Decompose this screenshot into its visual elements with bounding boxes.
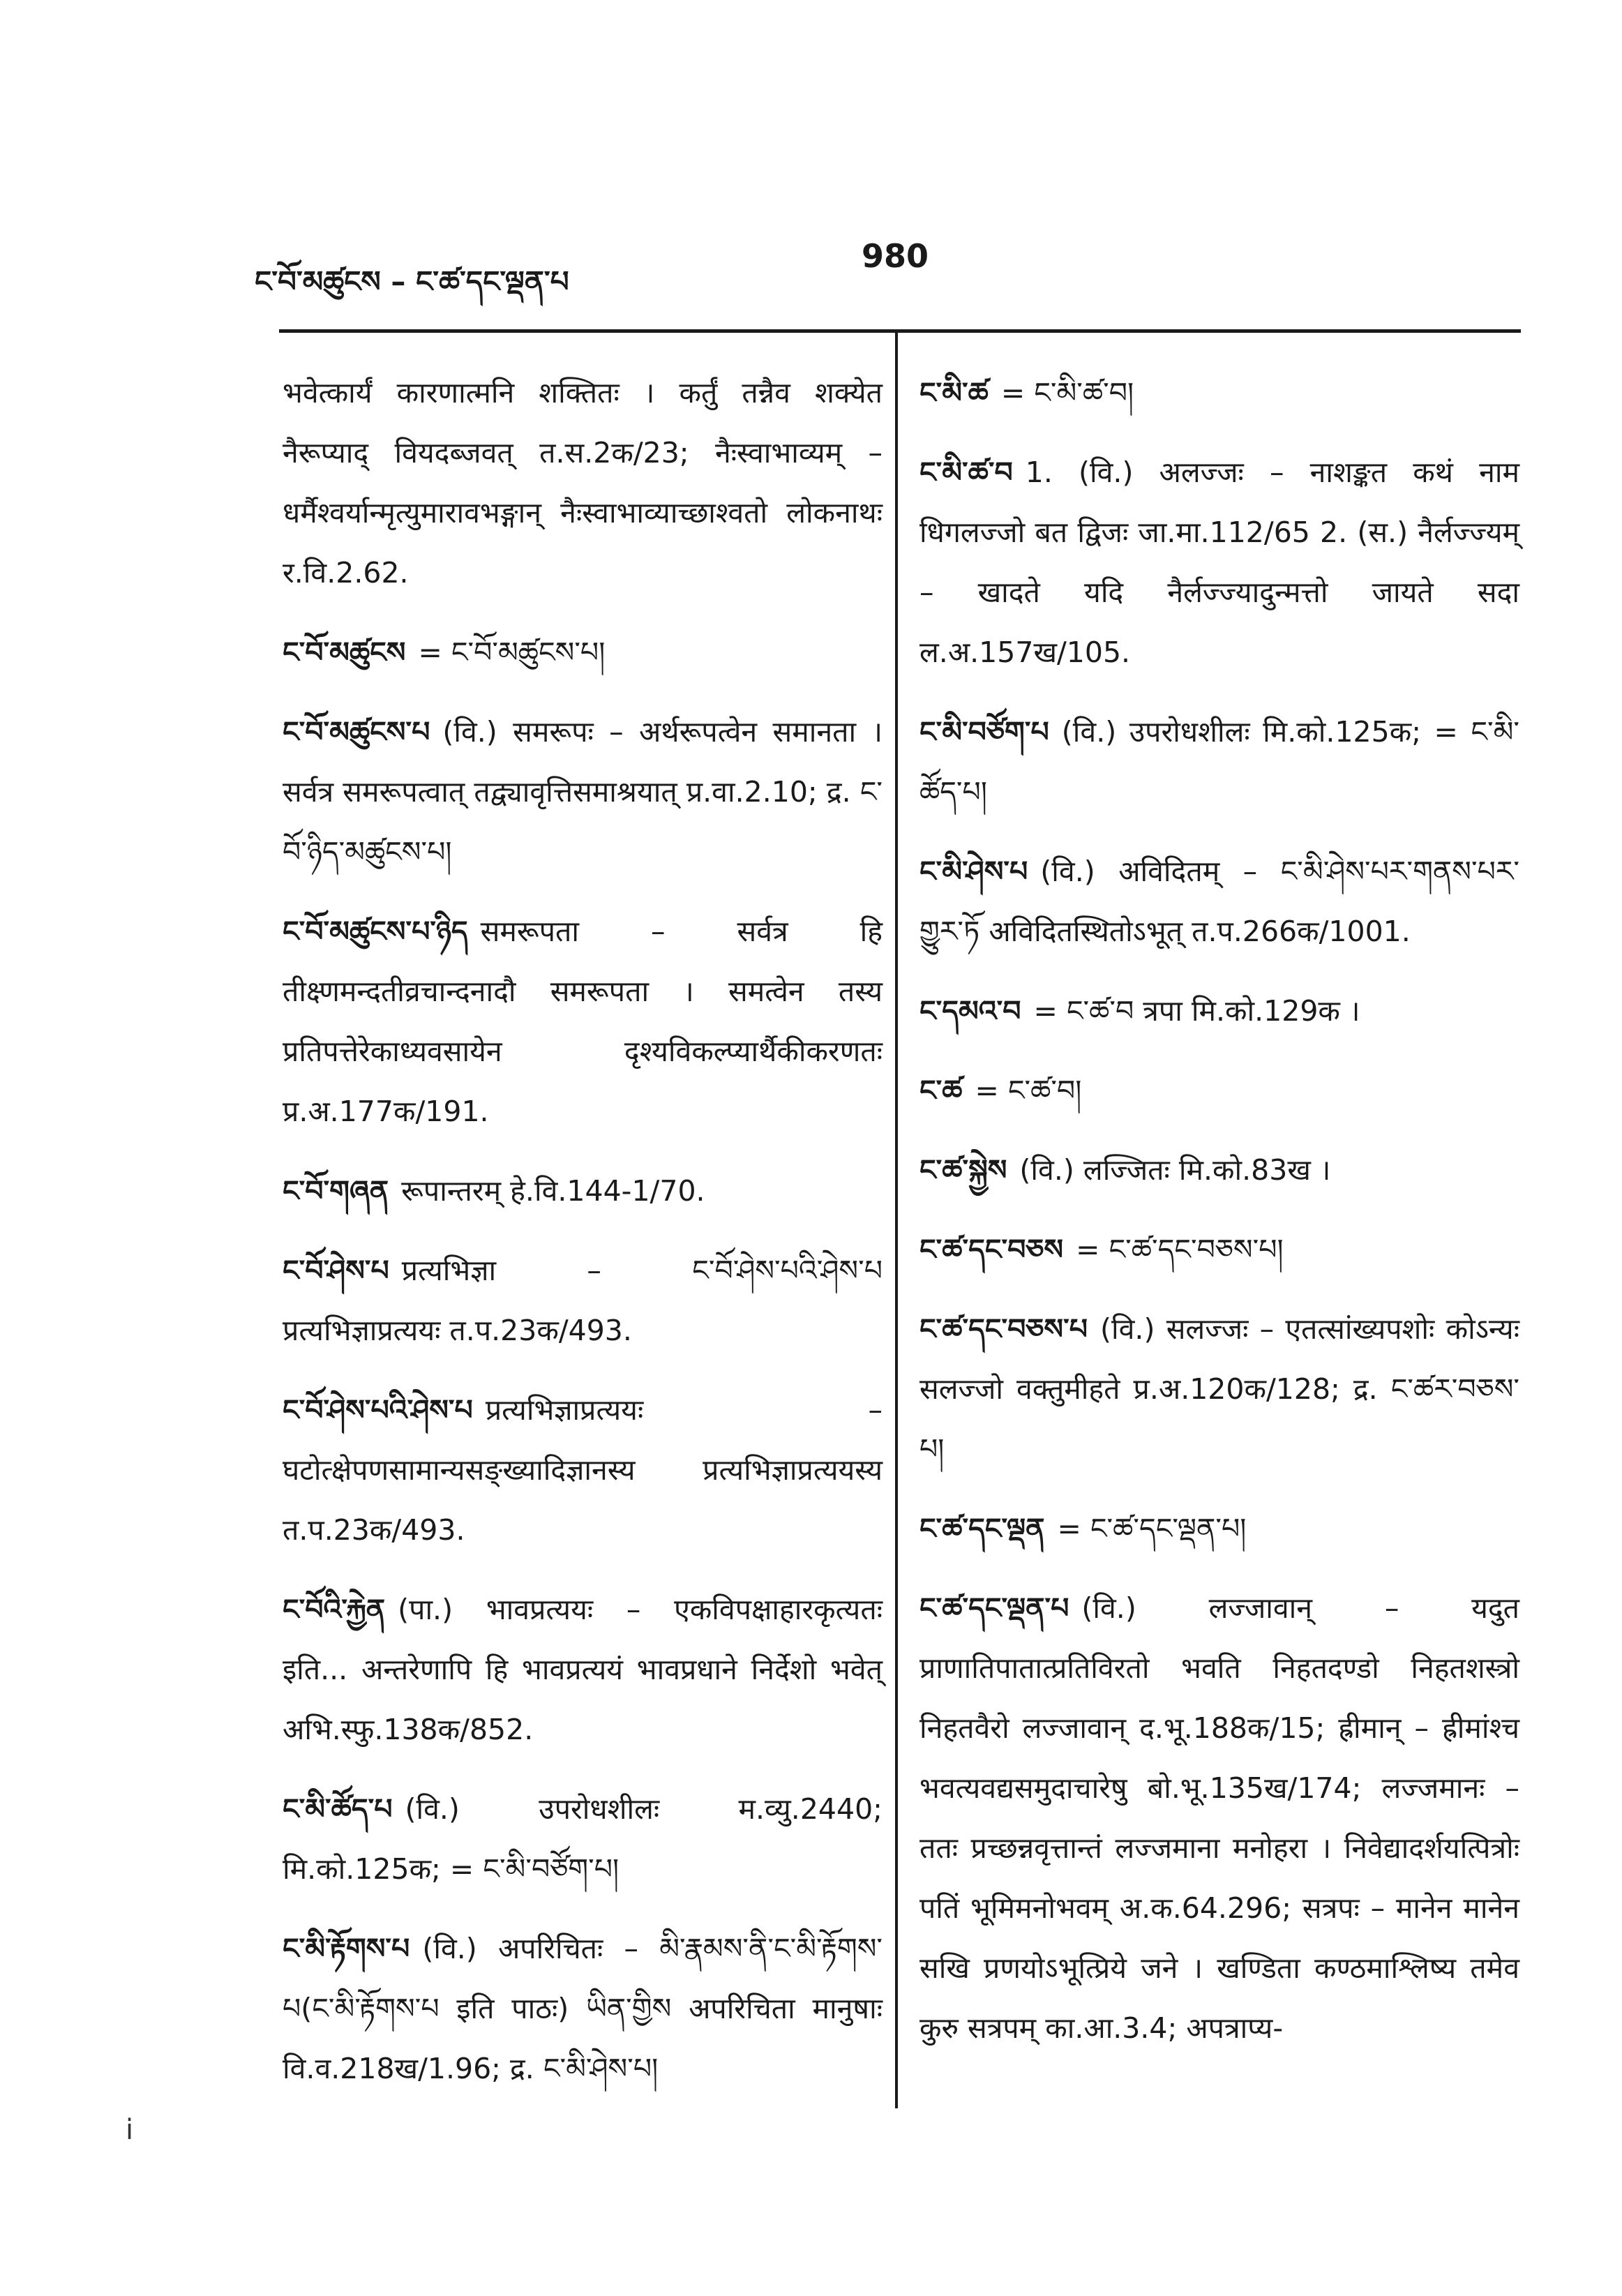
dictionary-entry xyxy=(283,1919,883,2099)
dictionary-entry xyxy=(919,702,1519,822)
entry-headword: ང་མི་ཚ xyxy=(919,376,989,410)
dictionary-entry xyxy=(283,901,883,1141)
entry-definition: प्रत्यभिज्ञा – ང་བོ་ཤེས་པའི་ཤེས་པ प्रत्यभिज्ञाप्रत्ययः त.प.23क/493. xyxy=(283,1254,883,1347)
entry-headword: ང་མི་ཚོད་པ xyxy=(283,1792,393,1826)
entry-definition: = ང་བོ་མཚུངས་པ། xyxy=(418,636,606,669)
entry-definition: (वि.) लज्जावान् – यदुत प्राणातिपातात्प्रतिविरतो भवति निहतदण्डो निहतशस्त्रो निहतवैरो लज्जावान् द.भू.188क/15; ह्रीमान् – ह्रीमांश्च भवत्यवद्यसमुदाचारेषु बो.भू.135ख/174; लज्जमानः – ततः प्रच्छन्नवृत्तान्तं लज्जमाना मनोहरा । निवेद्यादर्शयत्पित्रोः पतिं भूमिमनोभवम् अ.क.64.296; सत्रपः – मानेन मानेन सखि प्रणयोऽभूत्प्रिये जने । खण्डिता कण्ठमाश्लिष्य तमेव कुरु सत्रपम् का.आ.3.4; अपत्राप्य- xyxy=(919,1591,1519,2045)
entry-headword: ང་བོ་མཚུངས xyxy=(283,636,406,669)
dictionary-entry xyxy=(283,1779,883,1899)
entry-headword: ང་ཚ་དང་ལྡན xyxy=(919,1512,1045,1545)
dictionary-entry xyxy=(919,1060,1519,1120)
entry-headword: ང་བོའི་རྐྱེན xyxy=(283,1593,386,1626)
entry-definition: 1. (वि.) अलज्जः – नाशङ्कत कथं नाम धिगलज्जो बत द्विजः जा.मा.112/65 2. (स.) नैर्लज्ज्यम् – खादते यदि नैर्लज्ज्यादुन्मत्तो जायते सदा ल.अ.157ख/105. xyxy=(919,456,1519,669)
margin-mark: i xyxy=(126,2114,134,2146)
entry-headword: ང་མི་བཙོག་པ xyxy=(919,715,1049,749)
entry-headword: ང་བོ་མཚུངས་པ xyxy=(283,715,430,749)
entry-definition: (वि.) सलज्जः – एतत्सांख्यपशोः कोऽन्यः सलज्जो वक्तुमीहते प्र.अ.120क/128; द्र. ང་ཚར་བཅས་པ། xyxy=(919,1312,1519,1466)
dictionary-entry xyxy=(283,1161,883,1221)
dictionary-entry xyxy=(283,363,883,603)
entry-headword: ང་བོ་མཚུངས་པ་ཉིད xyxy=(283,915,468,948)
entry-headword: ང་ཚ་དང་བཅས xyxy=(919,1233,1064,1266)
column-divider xyxy=(895,329,898,2108)
entry-definition: रूपान्तरम् हे.वि.144-1/70. xyxy=(401,1174,705,1208)
entry-definition: (पा.) भावप्रत्ययः – एकविपक्षाहारकृत्यतः इति... अन्तरेणापि हि भावप्रत्ययं भावप्रधाने निर्देशो भवेत् अभि.स्फु.138क/852. xyxy=(283,1593,883,1746)
dictionary-entry xyxy=(283,702,883,882)
entry-definition: (वि.) समरूपः – अर्थरूपत्वेन समानता । सर्वत्र समरूपत्वात् तद्व्यावृत्तिसमाश्रयात् प्र.वा.2.10; द्र. ང་བོ་ཉིད་མཚུངས་པ། xyxy=(283,715,883,869)
entry-definition: (वि.) अपरिचितः – མི་རྣམས་ནི་ང་མི་རྟོགས་པ(ང་མི་རྟོགས་པ इति पाठः) ཡིན་གྱིས अपरिचिता मानुषाः वि.व.218ख/1.96; द्र. ང་མི་ཤེས་པ། xyxy=(283,1932,883,2085)
dictionary-entry xyxy=(283,622,883,682)
entry-headword: ང་མི་ཤེས་པ xyxy=(919,855,1028,888)
entry-headword: ང་བོ་ཤེས་པའི་ཤེས་པ xyxy=(283,1393,473,1427)
dictionary-entry xyxy=(919,1140,1519,1200)
left-column xyxy=(283,363,883,2118)
entry-definition: = ང་ཚ་དང་བཅས་པ། xyxy=(1076,1233,1284,1266)
dictionary-entry xyxy=(919,1220,1519,1280)
dictionary-entry xyxy=(919,363,1519,423)
page-number: 980 xyxy=(862,237,929,275)
entry-headword: ང་ཚ་སྐྱེས xyxy=(919,1153,1007,1187)
entry-definition: भवेत्कार्यं कारणात्मनि शक्तितः । कर्तुं तन्नैव शक्येत नैरूप्याद् वियदब्जवत् त.स.2क/23; नैःस्वाभाव्यम् – धर्मैश्वर्यान्मृत्युमारावभङ्गान् नैःस्वाभाव्याच्छाश्वतो लोकनाथः र.वि.2.62. xyxy=(283,376,883,590)
entry-headword: ང་ཚ་དང་ལྡན་པ xyxy=(919,1591,1069,1625)
header-rule xyxy=(279,329,1521,333)
entry-definition: = ང་ཚ་དང་ལྡན་པ། xyxy=(1057,1512,1247,1545)
dictionary-entry xyxy=(283,1240,883,1360)
entry-headword: ང་དམའ་བ xyxy=(919,994,1021,1028)
dictionary-entry xyxy=(919,1499,1519,1559)
entry-headword: ང་བོ་ཤེས་པ xyxy=(283,1254,389,1287)
dictionary-entry xyxy=(283,1380,883,1560)
dictionary-entry xyxy=(919,1578,1519,2058)
dictionary-entry xyxy=(919,841,1519,961)
entry-headword: ང་ཚ་དང་བཅས་པ xyxy=(919,1312,1088,1346)
running-head: ང་བོ་མཚུངས – ང་ཚ་དང་ལྡན་པ xyxy=(255,264,569,299)
entry-headword: ང་བོ་གཞན xyxy=(283,1174,389,1208)
entry-headword: ང་ཚ xyxy=(919,1074,963,1107)
entry-headword: ང་མི་ཚ་བ xyxy=(919,456,1013,489)
entry-definition: प्रत्यभिज्ञाप्रत्ययः – घटोत्क्षेपणसामान्यसङ्ख्यादिज्ञानस्य प्रत्यभिज्ञाप्रत्ययस्य त.प.23क/493. xyxy=(283,1393,883,1547)
dictionary-entry xyxy=(283,1580,883,1759)
entry-definition: (वि.) उपरोधशीलः म.व्यु.2440; मि.को.125क; = ང་མི་བཙོག་པ། xyxy=(283,1792,883,1886)
entry-definition: = ང་ཚ་བ त्रपा मि.को.129क । xyxy=(1033,994,1360,1028)
entry-headword: ང་མི་རྟོགས་པ xyxy=(283,1932,410,1965)
entry-definition: (वि.) लज्जितः मि.को.83ख । xyxy=(1019,1153,1331,1187)
page-header xyxy=(255,237,1517,299)
dictionary-entry xyxy=(919,442,1519,682)
entry-definition: (वि.) अविदितम् – ང་མི་ཤེས་པར་གནས་པར་གྱུར་ཏོ अविदितस्थितोऽभूत् त.प.266क/1001. xyxy=(919,855,1519,948)
dictionary-entry xyxy=(919,981,1519,1041)
dictionary-entry xyxy=(919,1299,1519,1479)
entry-definition: समरूपता – सर्वत्र हि तीक्ष्णमन्दतीव्रचान्दनादौ समरूपता । समत्वेन तस्य प्रतिपत्तेरेकाध्यवसायेन दृश्यविकल्प्यार्थैकीकरणतः प्र.अ.177क/191. xyxy=(283,915,883,1128)
entry-definition: = ང་མི་ཚ་བ། xyxy=(1000,376,1134,410)
entry-definition: (वि.) उपरोधशीलः मि.को.125क; = ང་མི་ཚོད་པ། xyxy=(919,715,1519,809)
right-column xyxy=(919,363,1519,2078)
entry-definition: = ང་ཚ་བ། xyxy=(975,1074,1082,1107)
